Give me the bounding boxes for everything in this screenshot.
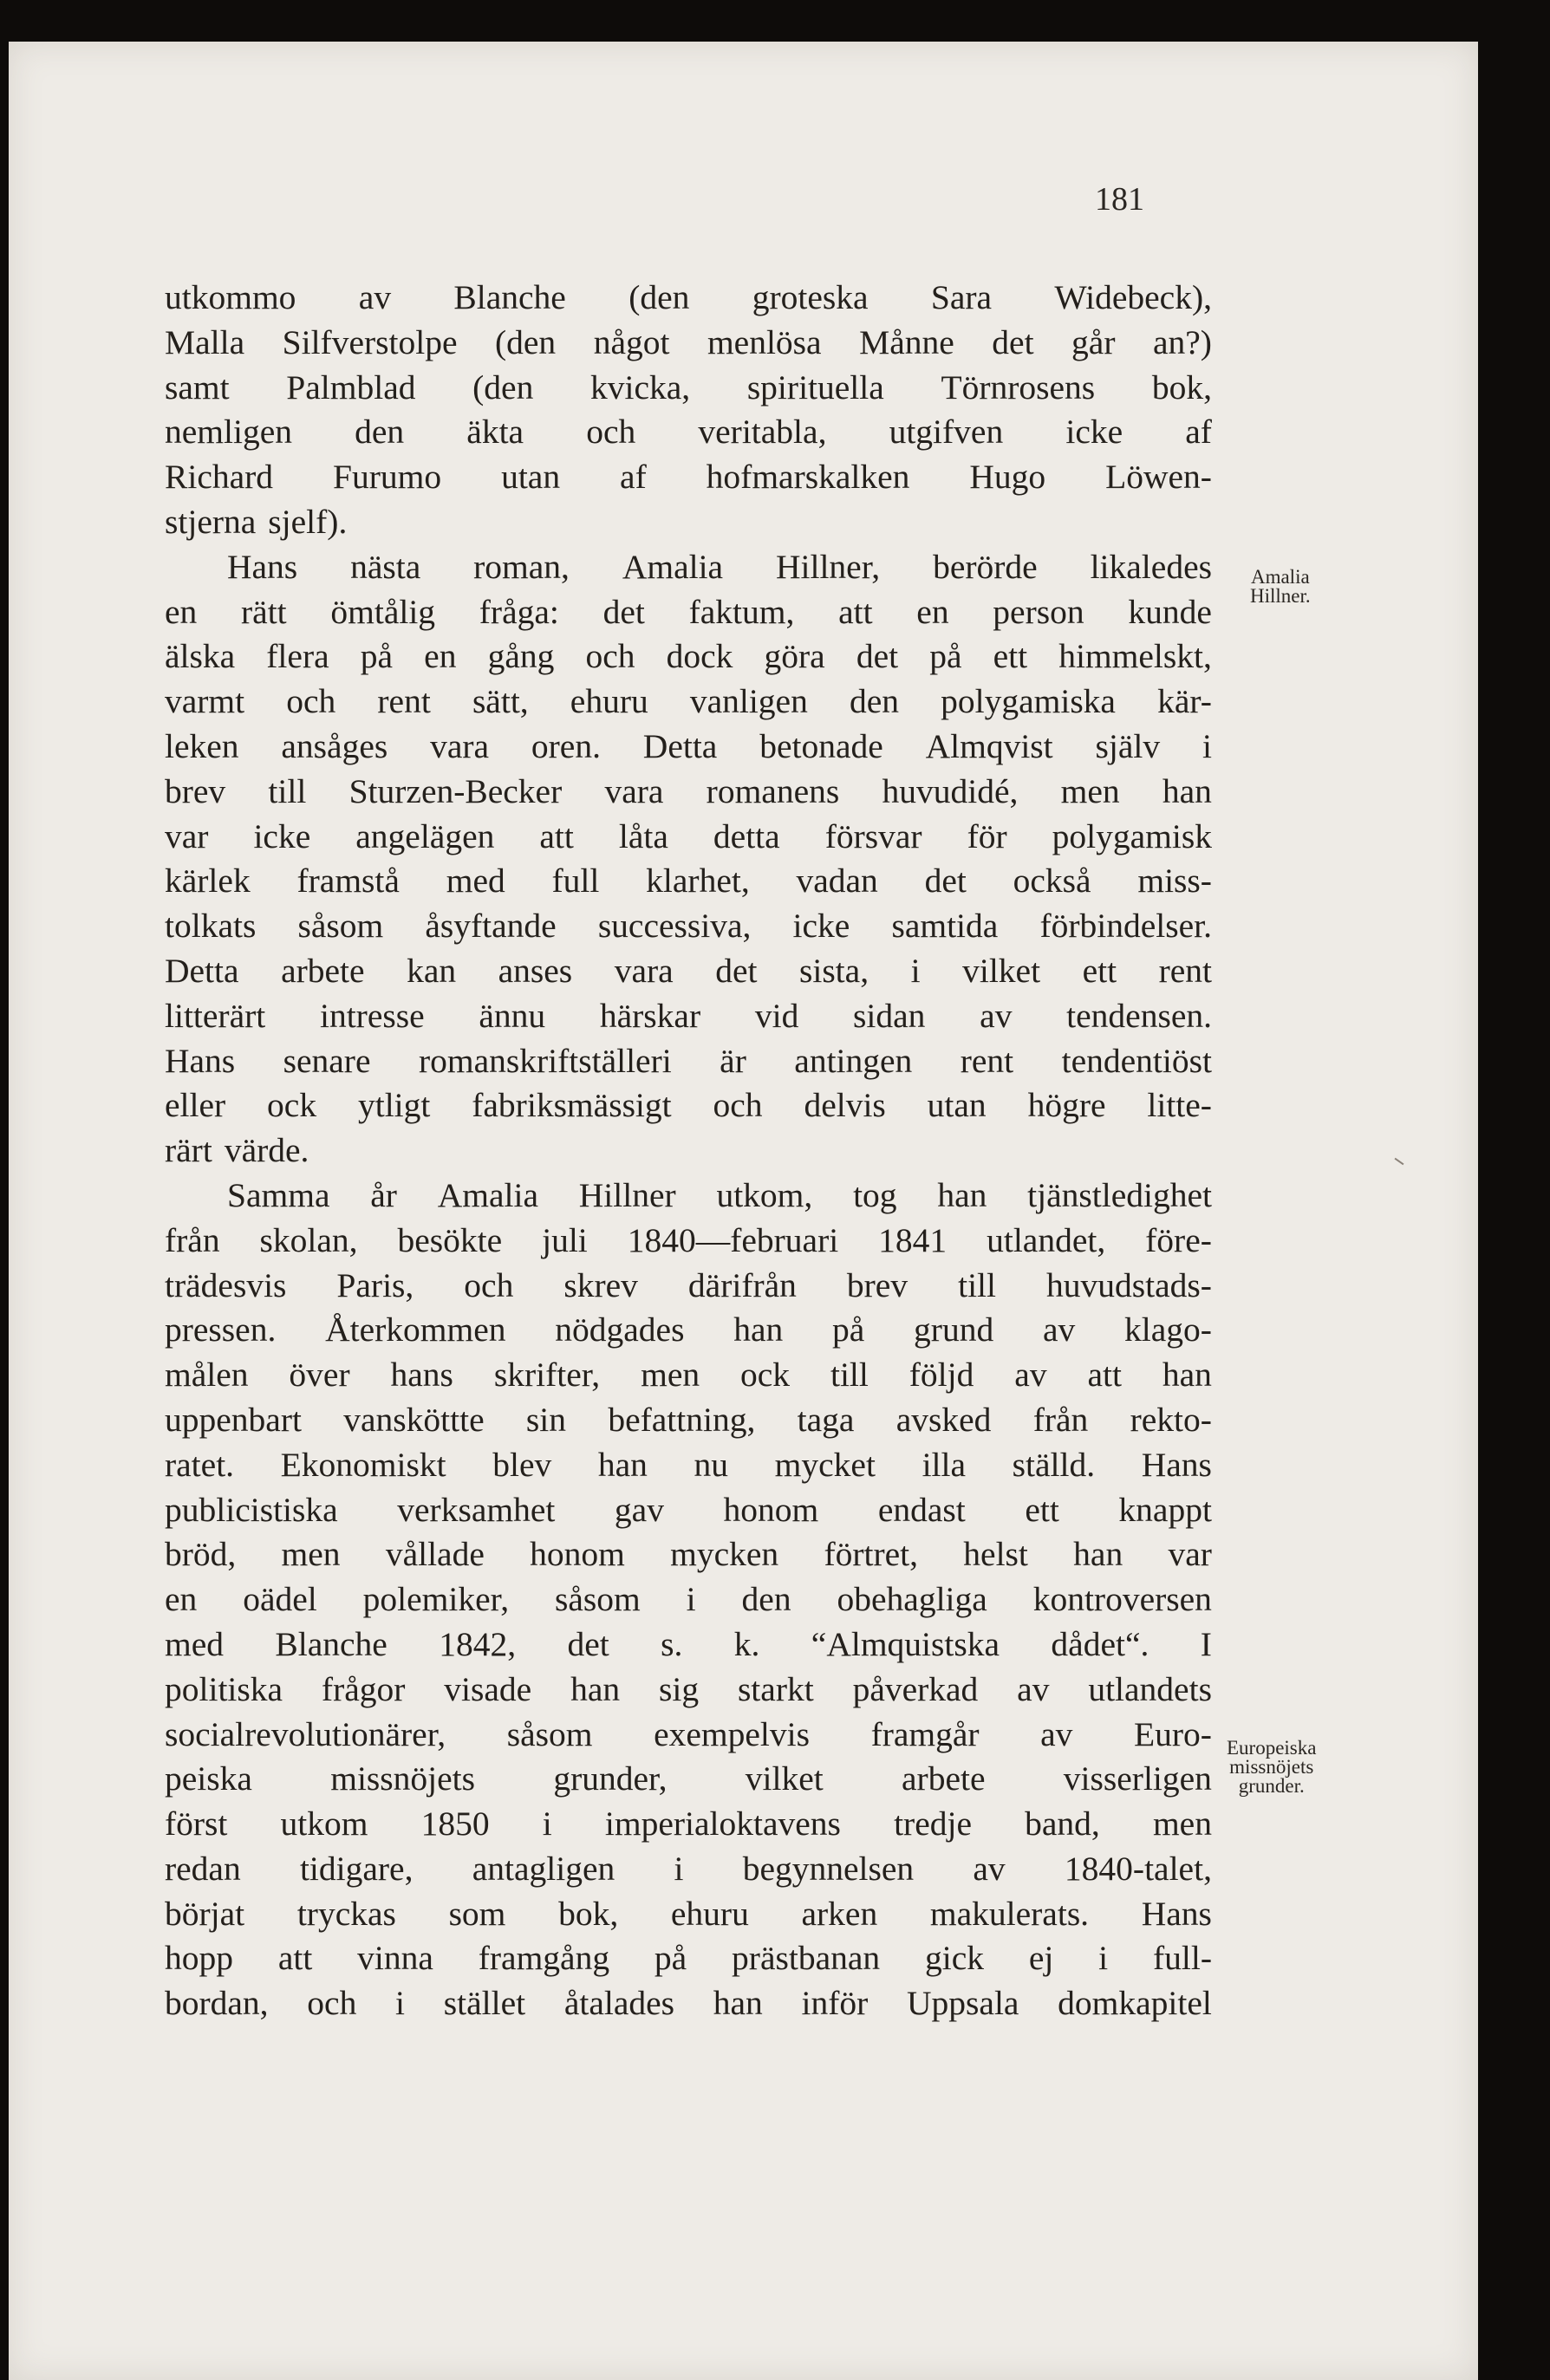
body-text xyxy=(165,276,1212,2026)
text-line: var icke angelägen att låta detta försvar för polygamisk xyxy=(165,816,1212,855)
text-line: politiska frågor visade han sig starkt påverkad av utlandets xyxy=(165,1669,1212,1708)
text-line: Samma år Amalia Hillner utkom, tog han tjänstledighet xyxy=(227,1175,1212,1214)
text-line: börjat tryckas som bok, ehuru arken makulerats. Hans xyxy=(165,1894,1212,1933)
text-line: litterärt intresse ännu härskar vid sidan av tendensen. xyxy=(165,996,1212,1035)
text-line: kärlek framstå med full klarhet, vadan det också miss- xyxy=(165,862,1212,901)
text-line: utkommo av Blanche (den groteska Sara Widebeck), xyxy=(165,278,1212,316)
text-line: stjerna sjelf). xyxy=(165,502,348,541)
page-number: 181 xyxy=(1095,181,1144,218)
margin-note-line: grunder. xyxy=(1238,1775,1305,1797)
text-line: bröd, men vållade honom mycken förtret, helst han var xyxy=(165,1535,1212,1574)
margin-note-line: Hillner. xyxy=(1250,585,1311,607)
text-line: nemligen den äkta och veritabla, utgifven icke af xyxy=(165,413,1212,452)
text-line: tolkats såsom åsyftande successiva, icke samtida förbindelser. xyxy=(165,907,1212,946)
text-line: brev till Sturzen-Becker vara romanens huvudidé, men han xyxy=(165,771,1212,810)
text-line: Hans senare romanskriftställeri är antingen rent tendentiöst xyxy=(165,1041,1212,1080)
text-line: varmt och rent sätt, ehuru vanligen den polygamiska kär- xyxy=(165,682,1212,721)
margin-note-line: missnöjets xyxy=(1229,1756,1314,1778)
text-line: peiska missnöjets grunder, vilket arbete visserligen xyxy=(165,1759,1212,1798)
text-line: publicistiska verksamhet gav honom endast ett knappt xyxy=(165,1490,1212,1529)
text-line: ratet. Ekonomiskt blev han nu mycket illa ställd. Hans xyxy=(165,1445,1212,1484)
text-line: uppenbart vansköttte sin befattning, taga avsked från rekto- xyxy=(165,1400,1212,1439)
margin-note-amalia-hillner xyxy=(1250,568,1311,606)
text-line: bordan, och i stället åtalades han inför Uppsala domkapitel xyxy=(165,1984,1212,2023)
text-line: leken ansåges vara oren. Detta betonade Almqvist själv i xyxy=(165,726,1212,765)
text-line: Richard Furumo utan af hofmarskalken Hugo Löwen- xyxy=(165,458,1212,497)
text-line: rärt värde. xyxy=(165,1131,309,1170)
text-line: med Blanche 1842, det s. k. “Almquistska dådet“. I xyxy=(165,1624,1212,1663)
stray-mark xyxy=(1395,1158,1404,1166)
text-line: Malla Silfverstolpe (den något menlösa Månne det går an?) xyxy=(165,322,1212,361)
text-line: socialrevolutionärer, såsom exempelvis framgår av Euro- xyxy=(165,1714,1212,1753)
margin-note-line: Amalia xyxy=(1250,566,1310,588)
text-line: Detta arbete kan anses vara det sista, i vilket ett rent xyxy=(165,951,1212,990)
text-line: trädesvis Paris, och skrev därifrån brev till huvudstads- xyxy=(165,1265,1212,1304)
margin-note-line: Europeiska xyxy=(1227,1737,1317,1759)
text-line: eller ock ytligt fabriksmässigt och delvis utan högre litte- xyxy=(165,1086,1212,1125)
text-line: en rätt ömtålig fråga: det faktum, att en person kunde xyxy=(165,592,1212,631)
text-line: först utkom 1850 i imperialoktavens tredje band, men xyxy=(165,1805,1212,1844)
text-line: hopp att vinna framgång på prästbanan gick ej i full- xyxy=(165,1939,1212,1978)
text-line: en oädel polemiker, såsom i den obehagliga kontroversen xyxy=(165,1580,1212,1619)
text-line: målen över hans skrifter, men ock till följd av att han xyxy=(165,1356,1212,1395)
text-line: redan tidigare, antagligen i begynnelsen av 1840-talet, xyxy=(165,1849,1212,1888)
text-line: Hans nästa roman, Amalia Hillner, berörde likaledes xyxy=(227,547,1212,586)
text-line: älska flera på en gång och dock göra det på ett himmelskt, xyxy=(165,637,1212,676)
text-line: samt Palmblad (den kvicka, spirituella Törnrosens bok, xyxy=(165,367,1212,406)
text-line: pressen. Återkommen nödgades han på grund av klago- xyxy=(165,1310,1212,1349)
margin-note-europeiska-missnojets-grunder xyxy=(1227,1739,1316,1796)
book-page xyxy=(9,42,1478,2380)
text-line: från skolan, besökte juli 1840—februari 1841 utlandet, före- xyxy=(165,1220,1212,1259)
